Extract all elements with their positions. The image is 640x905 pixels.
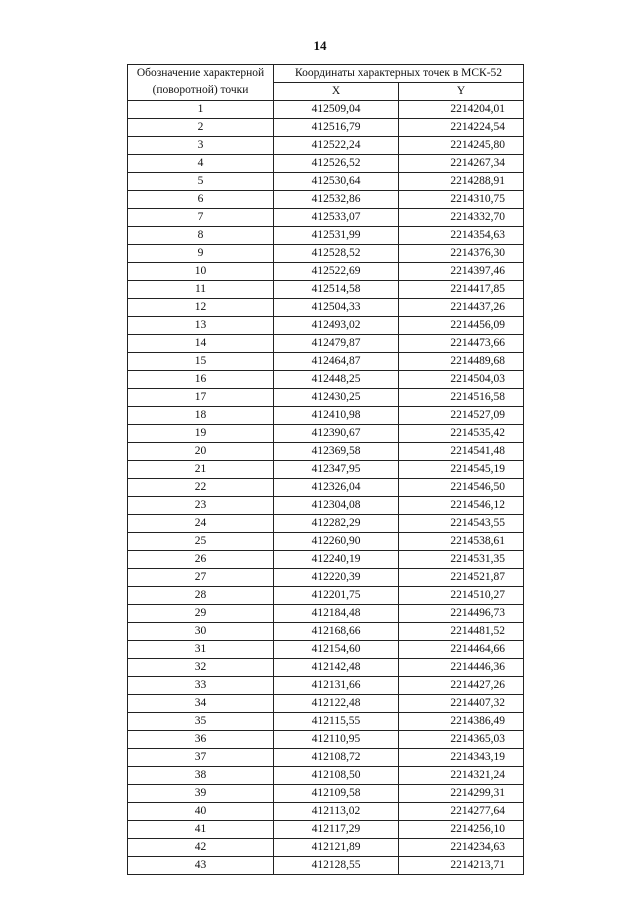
x-coordinate-cell: 412122,48 <box>274 695 399 713</box>
x-coordinate-cell: 412522,24 <box>274 137 399 155</box>
x-coordinate-cell: 412390,67 <box>274 425 399 443</box>
x-coordinate-cell: 412117,29 <box>274 821 399 839</box>
point-number-cell: 31 <box>128 641 274 659</box>
table-row <box>128 353 524 371</box>
x-coordinate-cell: 412109,58 <box>274 785 399 803</box>
table-row <box>128 389 524 407</box>
table-row <box>128 731 524 749</box>
x-coordinate-cell: 412168,66 <box>274 623 399 641</box>
table-row <box>128 173 524 191</box>
y-coordinate-cell: 2214546,12 <box>399 497 524 515</box>
x-coordinate-cell: 412304,08 <box>274 497 399 515</box>
point-number-cell: 5 <box>128 173 274 191</box>
y-coordinate-cell: 2214481,52 <box>399 623 524 641</box>
table-row <box>128 209 524 227</box>
x-coordinate-cell: 412448,25 <box>274 371 399 389</box>
y-coordinate-cell: 2214546,50 <box>399 479 524 497</box>
table-row <box>128 191 524 209</box>
y-coordinate-cell: 2214256,10 <box>399 821 524 839</box>
point-number-cell: 33 <box>128 677 274 695</box>
y-coordinate-cell: 2214213,71 <box>399 857 524 875</box>
table-row <box>128 533 524 551</box>
y-coordinate-cell: 2214527,09 <box>399 407 524 425</box>
y-coordinate-cell: 2214332,70 <box>399 209 524 227</box>
table-row <box>128 137 524 155</box>
point-number-cell: 19 <box>128 425 274 443</box>
table-row <box>128 425 524 443</box>
page-number: 14 <box>313 38 327 53</box>
point-number-cell: 13 <box>128 317 274 335</box>
y-coordinate-cell: 2214535,42 <box>399 425 524 443</box>
table-row <box>128 659 524 677</box>
y-coordinate-cell: 2214521,87 <box>399 569 524 587</box>
y-coordinate-cell: 2214545,19 <box>399 461 524 479</box>
y-coordinate-cell: 2214417,85 <box>399 281 524 299</box>
header-y: Y <box>399 83 524 101</box>
x-coordinate-cell: 412128,55 <box>274 857 399 875</box>
x-coordinate-cell: 412509,04 <box>274 101 399 119</box>
y-coordinate-cell: 2214321,24 <box>399 767 524 785</box>
table-row <box>128 227 524 245</box>
x-coordinate-cell: 412526,52 <box>274 155 399 173</box>
point-number-cell: 6 <box>128 191 274 209</box>
y-coordinate-cell: 2214267,34 <box>399 155 524 173</box>
point-number-cell: 23 <box>128 497 274 515</box>
y-coordinate-cell: 2214288,91 <box>399 173 524 191</box>
point-number-cell: 8 <box>128 227 274 245</box>
x-coordinate-cell: 412142,48 <box>274 659 399 677</box>
y-coordinate-cell: 2214437,26 <box>399 299 524 317</box>
x-coordinate-cell: 412531,99 <box>274 227 399 245</box>
y-coordinate-cell: 2214407,32 <box>399 695 524 713</box>
table-row <box>128 605 524 623</box>
table-row <box>128 371 524 389</box>
table-row <box>128 839 524 857</box>
point-number-cell: 7 <box>128 209 274 227</box>
y-coordinate-cell: 2214310,75 <box>399 191 524 209</box>
point-number-cell: 29 <box>128 605 274 623</box>
point-number-cell: 27 <box>128 569 274 587</box>
coordinates-table <box>127 64 524 875</box>
table-row <box>128 785 524 803</box>
x-coordinate-cell: 412131,66 <box>274 677 399 695</box>
point-number-cell: 43 <box>128 857 274 875</box>
point-number-cell: 18 <box>128 407 274 425</box>
header-x: X <box>274 83 399 101</box>
y-coordinate-cell: 2214376,30 <box>399 245 524 263</box>
x-coordinate-cell: 412282,29 <box>274 515 399 533</box>
x-coordinate-cell: 412410,98 <box>274 407 399 425</box>
table-row <box>128 119 524 137</box>
point-number-cell: 28 <box>128 587 274 605</box>
y-coordinate-cell: 2214386,49 <box>399 713 524 731</box>
x-coordinate-cell: 412108,50 <box>274 767 399 785</box>
point-number-cell: 4 <box>128 155 274 173</box>
x-coordinate-cell: 412516,79 <box>274 119 399 137</box>
x-coordinate-cell: 412240,19 <box>274 551 399 569</box>
y-coordinate-cell: 2214277,64 <box>399 803 524 821</box>
point-number-cell: 32 <box>128 659 274 677</box>
y-coordinate-cell: 2214489,68 <box>399 353 524 371</box>
point-number-cell: 30 <box>128 623 274 641</box>
x-coordinate-cell: 412113,02 <box>274 803 399 821</box>
y-coordinate-cell: 2214531,35 <box>399 551 524 569</box>
point-number-cell: 2 <box>128 119 274 137</box>
table-row <box>128 821 524 839</box>
y-coordinate-cell: 2214456,09 <box>399 317 524 335</box>
point-number-cell: 40 <box>128 803 274 821</box>
point-number-cell: 41 <box>128 821 274 839</box>
table-row <box>128 551 524 569</box>
x-coordinate-cell: 412530,64 <box>274 173 399 191</box>
point-number-cell: 1 <box>128 101 274 119</box>
table-row <box>128 803 524 821</box>
table-row <box>128 101 524 119</box>
y-coordinate-cell: 2214204,01 <box>399 101 524 119</box>
y-coordinate-cell: 2214299,31 <box>399 785 524 803</box>
table-row <box>128 299 524 317</box>
y-coordinate-cell: 2214496,73 <box>399 605 524 623</box>
x-coordinate-cell: 412533,07 <box>274 209 399 227</box>
point-number-cell: 22 <box>128 479 274 497</box>
point-number-cell: 17 <box>128 389 274 407</box>
x-coordinate-cell: 412326,04 <box>274 479 399 497</box>
table-body <box>128 101 524 875</box>
table-row <box>128 443 524 461</box>
x-coordinate-cell: 412493,02 <box>274 317 399 335</box>
x-coordinate-cell: 412184,48 <box>274 605 399 623</box>
point-number-cell: 39 <box>128 785 274 803</box>
table-row <box>128 515 524 533</box>
table-row <box>128 155 524 173</box>
table-row <box>128 335 524 353</box>
point-number-cell: 25 <box>128 533 274 551</box>
y-coordinate-cell: 2214473,66 <box>399 335 524 353</box>
point-number-cell: 24 <box>128 515 274 533</box>
x-coordinate-cell: 412347,95 <box>274 461 399 479</box>
y-coordinate-cell: 2214510,27 <box>399 587 524 605</box>
y-coordinate-cell: 2214427,26 <box>399 677 524 695</box>
x-coordinate-cell: 412522,69 <box>274 263 399 281</box>
point-number-cell: 16 <box>128 371 274 389</box>
table-row <box>128 677 524 695</box>
point-number-cell: 11 <box>128 281 274 299</box>
table-row <box>128 497 524 515</box>
y-coordinate-cell: 2214538,61 <box>399 533 524 551</box>
point-number-cell: 21 <box>128 461 274 479</box>
y-coordinate-cell: 2214354,63 <box>399 227 524 245</box>
header-coordinates: Координаты характерных точек в МСК-52 <box>274 65 524 83</box>
point-number-cell: 10 <box>128 263 274 281</box>
y-coordinate-cell: 2214516,58 <box>399 389 524 407</box>
table-row <box>128 587 524 605</box>
table-row <box>128 623 524 641</box>
point-number-cell: 35 <box>128 713 274 731</box>
y-coordinate-cell: 2214464,66 <box>399 641 524 659</box>
y-coordinate-cell: 2214234,63 <box>399 839 524 857</box>
point-number-cell: 20 <box>128 443 274 461</box>
table-row <box>128 695 524 713</box>
table-header <box>128 65 524 101</box>
point-number-cell: 26 <box>128 551 274 569</box>
point-number-cell: 9 <box>128 245 274 263</box>
table-row <box>128 281 524 299</box>
y-coordinate-cell: 2214343,19 <box>399 749 524 767</box>
x-coordinate-cell: 412369,58 <box>274 443 399 461</box>
x-coordinate-cell: 412464,87 <box>274 353 399 371</box>
x-coordinate-cell: 412108,72 <box>274 749 399 767</box>
y-coordinate-cell: 2214543,55 <box>399 515 524 533</box>
table-row <box>128 263 524 281</box>
table-row <box>128 461 524 479</box>
point-number-cell: 3 <box>128 137 274 155</box>
point-number-cell: 42 <box>128 839 274 857</box>
table-row <box>128 569 524 587</box>
y-coordinate-cell: 2214245,80 <box>399 137 524 155</box>
y-coordinate-cell: 2214446,36 <box>399 659 524 677</box>
point-number-cell: 37 <box>128 749 274 767</box>
y-coordinate-cell: 2214397,46 <box>399 263 524 281</box>
table-row <box>128 767 524 785</box>
x-coordinate-cell: 412220,39 <box>274 569 399 587</box>
table-row <box>128 641 524 659</box>
table-row <box>128 749 524 767</box>
y-coordinate-cell: 2214224,54 <box>399 119 524 137</box>
x-coordinate-cell: 412532,86 <box>274 191 399 209</box>
x-coordinate-cell: 412115,55 <box>274 713 399 731</box>
point-number-cell: 38 <box>128 767 274 785</box>
x-coordinate-cell: 412528,52 <box>274 245 399 263</box>
x-coordinate-cell: 412260,90 <box>274 533 399 551</box>
x-coordinate-cell: 412430,25 <box>274 389 399 407</box>
point-number-cell: 34 <box>128 695 274 713</box>
x-coordinate-cell: 412514,58 <box>274 281 399 299</box>
x-coordinate-cell: 412479,87 <box>274 335 399 353</box>
table-row <box>128 407 524 425</box>
table-row <box>128 713 524 731</box>
x-coordinate-cell: 412154,60 <box>274 641 399 659</box>
table-row <box>128 479 524 497</box>
point-number-cell: 14 <box>128 335 274 353</box>
x-coordinate-cell: 412504,33 <box>274 299 399 317</box>
x-coordinate-cell: 412110,95 <box>274 731 399 749</box>
header-point-designation: Обозначение характерной (поворотной) точки <box>128 65 274 101</box>
x-coordinate-cell: 412121,89 <box>274 839 399 857</box>
point-number-cell: 12 <box>128 299 274 317</box>
table-row <box>128 245 524 263</box>
point-number-cell: 15 <box>128 353 274 371</box>
x-coordinate-cell: 412201,75 <box>274 587 399 605</box>
y-coordinate-cell: 2214365,03 <box>399 731 524 749</box>
y-coordinate-cell: 2214504,03 <box>399 371 524 389</box>
y-coordinate-cell: 2214541,48 <box>399 443 524 461</box>
table-row <box>128 857 524 875</box>
table-row <box>128 317 524 335</box>
point-number-cell: 36 <box>128 731 274 749</box>
